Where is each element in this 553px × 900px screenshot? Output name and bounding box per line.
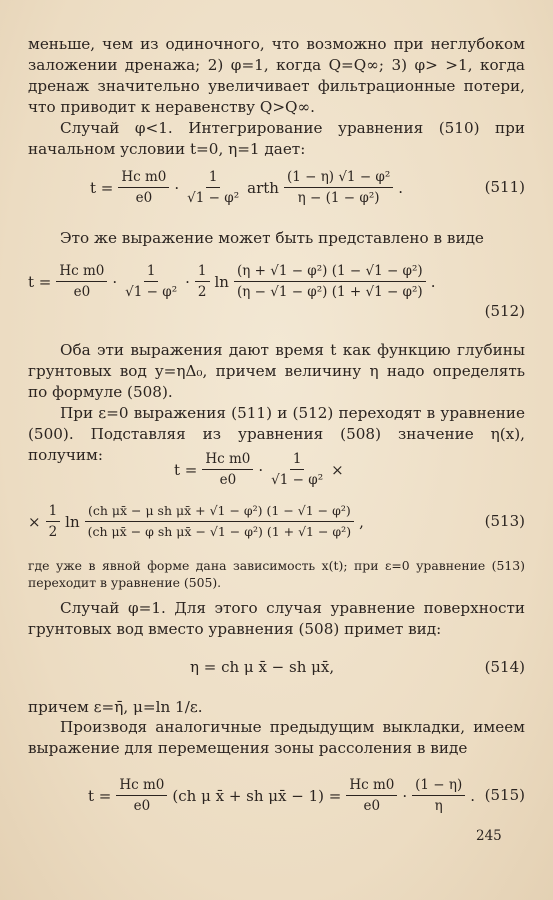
equation-511: t = $\frac{\text{Hc m0}}{e0}$ · $\frac{1}{\text{√1 − φ²}}$ arth $\frac{\text{(1 − η) √1 − φ²}}{\text{η − (1 − φ²)}}$ . (511) xyxy=(90,169,525,206)
paragraph-5: При ε=0 выражения (511) и (512) переходят в уравнение (500). Подставляя из уравнения (508) значение η(x), получим: xyxy=(28,404,525,464)
paragraph-1: меньше, чем из одиночного, что возможно при неглубоком заложении дренажа; 2) φ=1, когда Q=Q∞; 3) φ> >1, когда дренаж значительно увеличивает фильтрационные потери, что приводит к неравенству Q>Q∞. xyxy=(28,35,525,116)
paragraph-3: Это же выражение может быть представлено в виде xyxy=(60,229,484,247)
fraction: $\frac{1}{\text{√1 − φ²}}$ xyxy=(187,169,240,206)
equation-514: η = ch μ x̄ − sh μx̄, (514) xyxy=(190,658,525,676)
equation-number: (515) xyxy=(484,786,525,804)
fraction: $\frac{1}{\text{√1 − φ²}}$ xyxy=(125,263,178,300)
equation-512: t = $\frac{\text{Hc m0}}{e0}$ · $\frac{1}{\text{√1 − φ²}}$ · $\frac{1}{2}$ ln $\frac{\text{(η + √1 − φ²) (1 − √1 − φ²)}}{\text{(η − √1 − φ²) (1 + √1 − φ²)}}$ . (512) xyxy=(28,263,525,320)
fraction: $\frac{\text{Hc m0}}{e0}$ xyxy=(346,776,397,815)
fraction: $\frac{1}{2}$ xyxy=(46,502,61,541)
fraction: $\frac{1}{\text{√1 − φ²}}$ xyxy=(271,451,324,488)
fraction: $\frac{1}{2}$ xyxy=(195,262,210,301)
equation-number: (512) xyxy=(484,302,525,320)
equation-513-line-1: t = $\frac{\text{Hc m0}}{e0}$ · $\frac{1}{\text{√1 − φ²}}$ × xyxy=(174,451,344,488)
fraction: $\frac{\text{(ch μx̄ − μ sh μx̄ + √1 − φ²) (1 − √1 − φ²)}}{\text{(ch μx̄ − φ sh μx̄ − √1 − φ²) (1 + √1 − φ²)}}$ xyxy=(85,502,354,541)
equation-number: (514) xyxy=(484,658,525,676)
function-name: ln xyxy=(65,512,80,531)
paragraph-6: где уже в явной форме дана зависимость x(t); при ε=0 уравнение (513) переходит в уравнение (505). xyxy=(28,558,525,590)
fraction: $\frac{(1 - \eta)}{\eta}$ xyxy=(412,776,465,815)
eq-lhs: t = xyxy=(90,178,114,197)
paragraph-8: причем ε=η̄, μ=ln 1/ε. xyxy=(28,698,203,716)
equation-513-line-2: × $\frac{1}{2}$ ln $\frac{\text{(ch μx̄ − μ sh μx̄ + √1 − φ²) (1 − √1 − φ²)}}{\text{(ch μx̄ − φ sh μx̄ − √1 − φ²) (1 + √1 − φ²)}}$ , (513) xyxy=(28,503,525,540)
paragraph-9: Производя аналогичные предыдущим выкладки, имеем выражение для перемещения зоны рассоления в виде xyxy=(28,718,525,757)
function-name: arth xyxy=(247,178,279,197)
paragraph-4: Оба эти выражения дают время t как функцию глубины грунтовых вод y=ηΔ₀, причем величину η надо определять по формуле (508). xyxy=(28,341,525,401)
page-number: 245 xyxy=(476,828,502,844)
fraction: $\frac{\text{Hc m0}}{e0}$ xyxy=(116,776,167,815)
fraction: $\frac{\text{Hc m0}}{e0}$ xyxy=(202,450,253,489)
fraction: $\frac{\text{Hc m0}}{e0}$ xyxy=(118,168,169,207)
equation-515: t = $\frac{\text{Hc m0}}{e0}$ (ch μ x̄ + sh μx̄ − 1) = $\frac{\text{Hc m0}}{e0}$ · $\frac{(1 - \eta)}{\eta}$ . (515) xyxy=(88,777,525,814)
equation-number: (511) xyxy=(484,178,525,196)
paragraph-7: Случай φ=1. Для этого случая уравнение поверхности грунтовых вод вместо уравнения (508) примет вид: xyxy=(28,599,525,638)
fraction: $\frac{\text{Hc m0}}{e0}$ xyxy=(56,262,107,301)
fraction: $\frac{\text{(η + √1 − φ²) (1 − √1 − φ²)}}{\text{(η − √1 − φ²) (1 + √1 − φ²)}}$ xyxy=(234,262,426,301)
equation-number: (513) xyxy=(484,512,525,530)
paragraph-2: Случай φ<1. Интегрирование уравнения (510) при начальном условии t=0, η=1 дает: xyxy=(28,119,525,158)
fraction: $\frac{\text{(1 − η) √1 − φ²}}{\text{η − (1 − φ²)}}$ xyxy=(284,168,393,207)
function-name: ln xyxy=(214,272,229,291)
